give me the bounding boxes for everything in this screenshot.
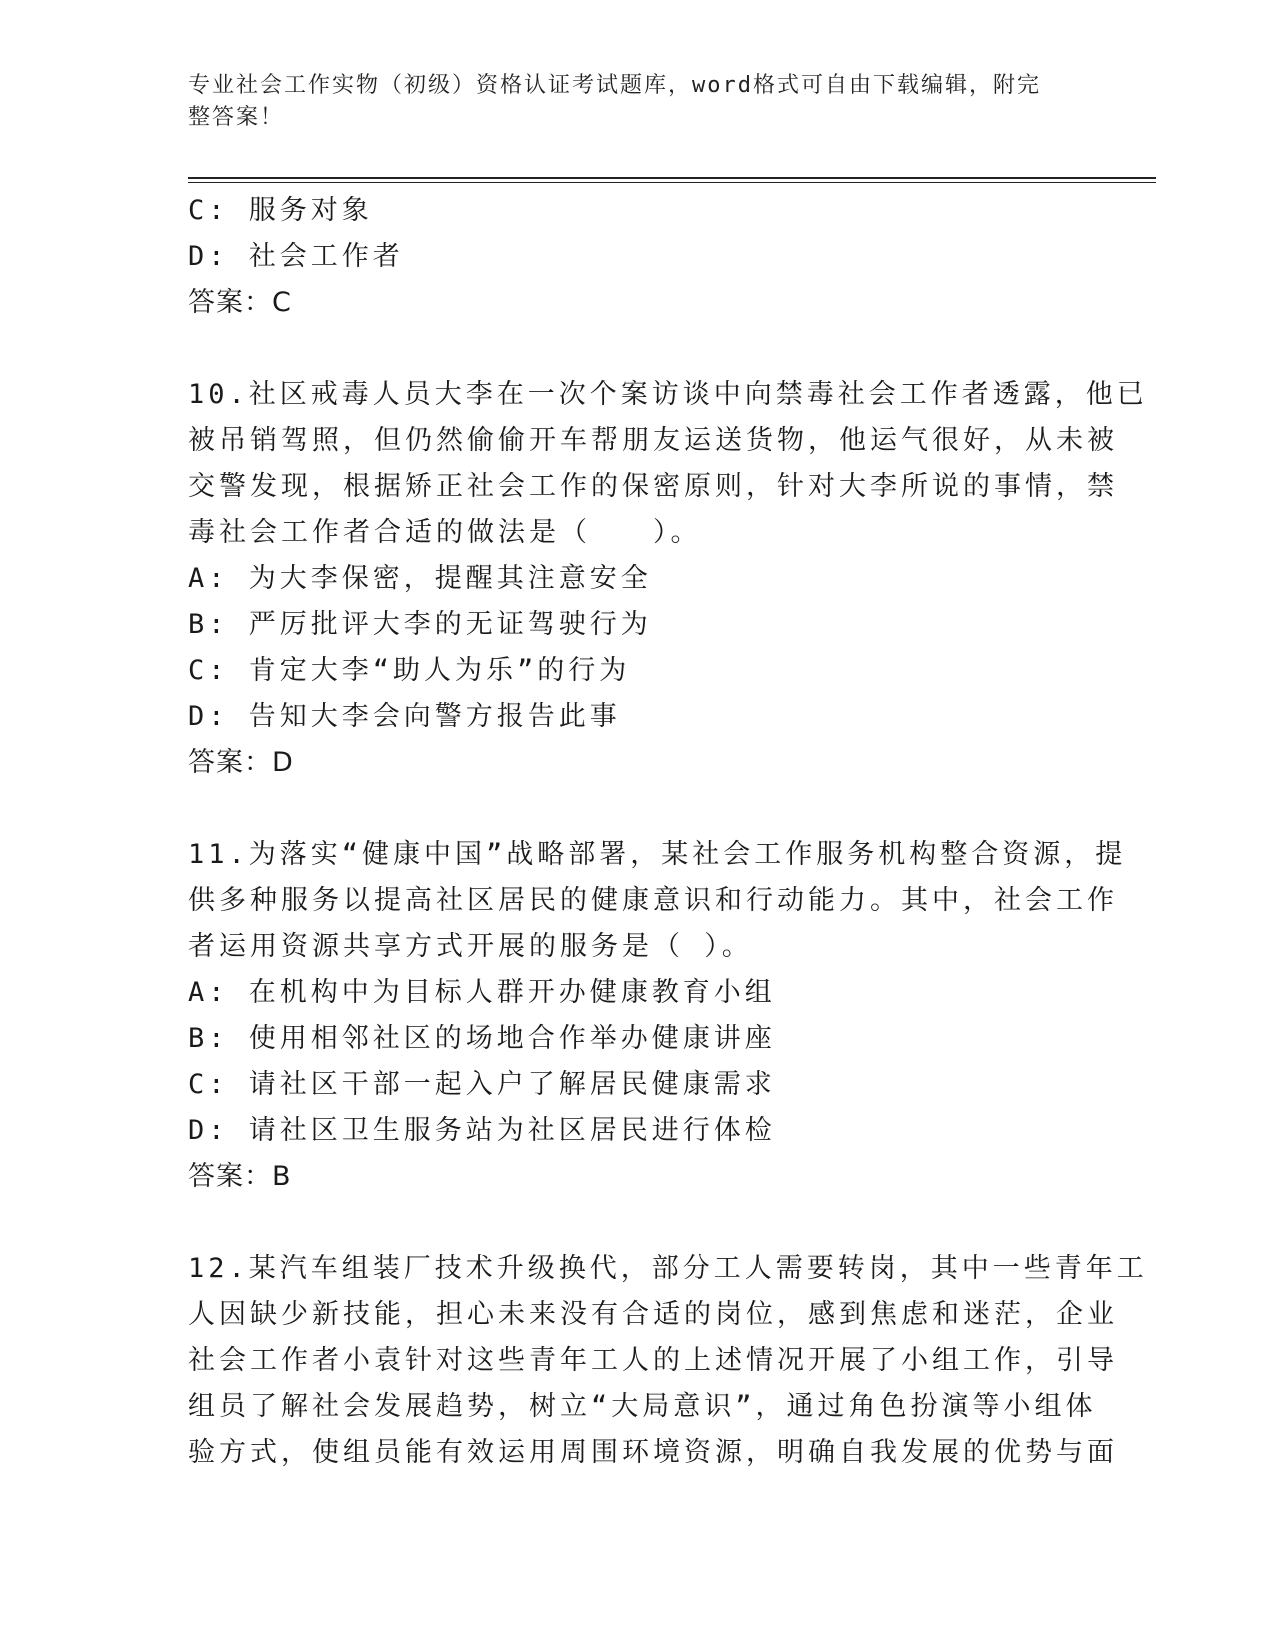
- question-stem-line: 验方式，使组员能有效运用周围环境资源，明确自我发展的优势与面: [188, 1437, 1118, 1468]
- header-rule-thick: [188, 177, 1156, 179]
- question-12: [188, 1246, 1148, 1476]
- page-header: [188, 70, 1068, 134]
- option-b: B: 严厉批评大李的无证驾驶行为: [188, 609, 652, 640]
- option-d: D: 告知大李会向警方报告此事: [188, 701, 621, 732]
- option-d: D: 请社区卫生服务站为社区居民进行体检: [188, 1115, 776, 1146]
- option-c: C: 服务对象: [188, 195, 373, 226]
- header-rule-thin: [188, 182, 1156, 183]
- spacer: [188, 326, 1068, 372]
- option-a: A: 在机构中为目标人群开办健康教育小组: [188, 977, 776, 1008]
- option-d: D: 社会工作者: [188, 241, 404, 272]
- answer-line: 答案：B: [188, 1161, 292, 1192]
- question-stem-line: 者运用资源共享方式开展的服务是（ ）。: [188, 931, 753, 962]
- question-content: [188, 188, 1148, 1476]
- question-stem-line: 10.社区戒毒人员大李在一次个案访谈中向禁毒社会工作者透露，他已: [188, 379, 1148, 410]
- question-stem-line: 组员了解社会发展趋势，树立“大局意识”，通过角色扮演等小组体: [188, 1391, 1097, 1422]
- question-stem-line: 交警发现，根据矫正社会工作的保密原则，针对大李所说的事情，禁: [188, 471, 1118, 502]
- option-c: C: 请社区干部一起入户了解居民健康需求: [188, 1069, 776, 1100]
- spacer: [188, 786, 1068, 832]
- answer-line: 答案：D: [188, 747, 294, 778]
- answer-line: 答案：C: [188, 287, 292, 318]
- header-line-1: 专业社会工作实物（初级）资格认证考试题库，word格式可自由下载编辑，附完: [188, 73, 1041, 98]
- question-10: [188, 372, 1148, 786]
- previous-question: [188, 188, 1068, 326]
- question-stem-line: 被吊销驾照，但仍然偷偷开车帮朋友运送货物，他运气很好，从未被: [188, 425, 1118, 456]
- option-b: B: 使用相邻社区的场地合作举办健康讲座: [188, 1023, 776, 1054]
- option-c: C: 肯定大李“助人为乐”的行为: [188, 655, 631, 686]
- question-stem-line: 人因缺少新技能，担心未来没有合适的岗位，感到焦虑和迷茫，企业: [188, 1299, 1118, 1330]
- question-stem-line: 毒社会工作者合适的做法是（ ）。: [188, 517, 702, 548]
- question-stem-line: 社会工作者小袁针对这些青年工人的上述情况开展了小组工作，引导: [188, 1345, 1118, 1376]
- question-11: [188, 832, 1127, 1200]
- spacer: [188, 1200, 1068, 1246]
- question-stem-line: 12.某汽车组装厂技术升级换代，部分工人需要转岗，其中一些青年工: [188, 1253, 1148, 1284]
- question-stem-line: 供多种服务以提高社区居民的健康意识和行动能力。其中，社会工作: [188, 885, 1118, 916]
- question-stem-line: 11.为落实“健康中国”战略部署，某社会工作服务机构整合资源，提: [188, 839, 1127, 870]
- option-a: A: 为大李保密，提醒其注意安全: [188, 563, 652, 594]
- header-line-2: 整答案！: [188, 105, 285, 130]
